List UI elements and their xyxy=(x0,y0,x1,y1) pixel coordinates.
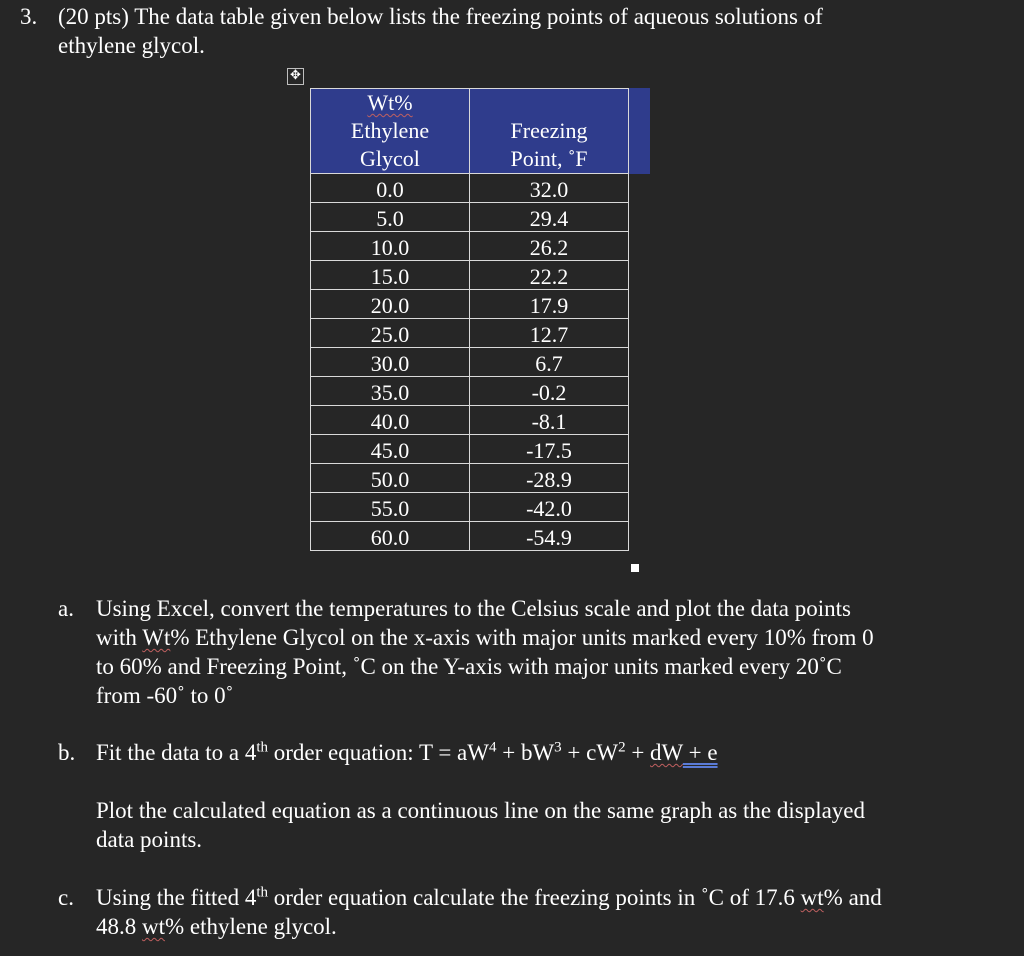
cell-fp[interactable]: -42.0 xyxy=(470,493,629,522)
data-table[interactable] xyxy=(310,88,629,551)
part-a-line-3: to 60% and Freezing Point, ˚C on the Y-axis with major units marked every 20˚C xyxy=(96,654,842,679)
part-b-line-2: Plot the calculated equation as a continuous line on the same graph as the displayed xyxy=(96,798,866,823)
resize-handle-icon[interactable] xyxy=(631,564,639,572)
part-a-line-4: from -60˚ to 0˚ xyxy=(96,683,234,708)
cell-wt[interactable]: 45.0 xyxy=(311,435,470,464)
cell-wt[interactable]: 0.0 xyxy=(311,174,470,203)
part-a-label: a. xyxy=(58,596,74,621)
table-row xyxy=(311,261,629,290)
part-b-equation: Fit the data to a 4th order equation: $T = aW^4 + bW^3 + cW^2$ + dW + e xyxy=(96,739,718,765)
cell-wt[interactable]: 55.0 xyxy=(311,493,470,522)
table-row xyxy=(311,493,629,522)
part-a-line-1: Using Excel, convert the temperatures to the Celsius scale and plot the data points xyxy=(96,596,851,621)
question-text-line-2: ethylene glycol. xyxy=(58,33,205,58)
part-c-line-1: Using the fitted 4th order equation calculate the freezing points in ˚C of 17.6 wt% and xyxy=(96,884,882,910)
cell-fp[interactable]: -17.5 xyxy=(470,435,629,464)
cell-wt[interactable]: 20.0 xyxy=(311,290,470,319)
cell-fp[interactable]: 6.7 xyxy=(470,348,629,377)
table-row xyxy=(311,348,629,377)
header-freezing-point[interactable]: Freezing Point, ˚F xyxy=(470,89,629,174)
cell-wt[interactable]: 40.0 xyxy=(311,406,470,435)
table-row xyxy=(311,464,629,493)
table-row xyxy=(311,319,629,348)
cell-fp[interactable]: 26.2 xyxy=(470,232,629,261)
question-number: 3. xyxy=(20,4,38,29)
header-wt-percent[interactable]: Wt% Ethylene Glycol xyxy=(311,89,470,174)
cell-fp[interactable]: 22.2 xyxy=(470,261,629,290)
part-a-line-2: with Wt% Ethylene Glycol on the x-axis with major units marked every 10% from 0 xyxy=(96,625,874,650)
cell-fp[interactable]: 32.0 xyxy=(470,174,629,203)
cell-fp[interactable]: -8.1 xyxy=(470,406,629,435)
table-row xyxy=(311,522,629,551)
cell-wt[interactable]: 25.0 xyxy=(311,319,470,348)
cell-wt[interactable]: 60.0 xyxy=(311,522,470,551)
cell-fp[interactable]: -54.9 xyxy=(470,522,629,551)
table-row xyxy=(311,435,629,464)
table-row xyxy=(311,377,629,406)
cell-wt[interactable]: 10.0 xyxy=(311,232,470,261)
cell-fp[interactable]: -0.2 xyxy=(470,377,629,406)
cell-wt[interactable]: 30.0 xyxy=(311,348,470,377)
move-arrows-icon[interactable]: ✥ xyxy=(287,68,304,85)
cell-wt[interactable]: 35.0 xyxy=(311,377,470,406)
part-b-label: b. xyxy=(58,740,76,765)
cell-fp[interactable]: 29.4 xyxy=(470,203,629,232)
table-header-row xyxy=(311,89,629,174)
cell-fp[interactable]: -28.9 xyxy=(470,464,629,493)
cell-wt[interactable]: 50.0 xyxy=(311,464,470,493)
table-row xyxy=(311,290,629,319)
table-row xyxy=(311,203,629,232)
cell-fp[interactable]: 12.7 xyxy=(470,319,629,348)
cell-fp[interactable]: 17.9 xyxy=(470,290,629,319)
part-c-line-2: 48.8 wt% ethylene glycol. xyxy=(96,914,337,939)
table-row xyxy=(311,174,629,203)
cell-wt[interactable]: 15.0 xyxy=(311,261,470,290)
part-b-line-3: data points. xyxy=(96,827,203,852)
question-text-line-1: (20 pts) The data table given below lists the freezing points of aqueous solutions of xyxy=(58,4,823,29)
part-c-label: c. xyxy=(58,885,74,910)
table-row xyxy=(311,232,629,261)
table-row xyxy=(311,406,629,435)
cell-wt[interactable]: 5.0 xyxy=(311,203,470,232)
